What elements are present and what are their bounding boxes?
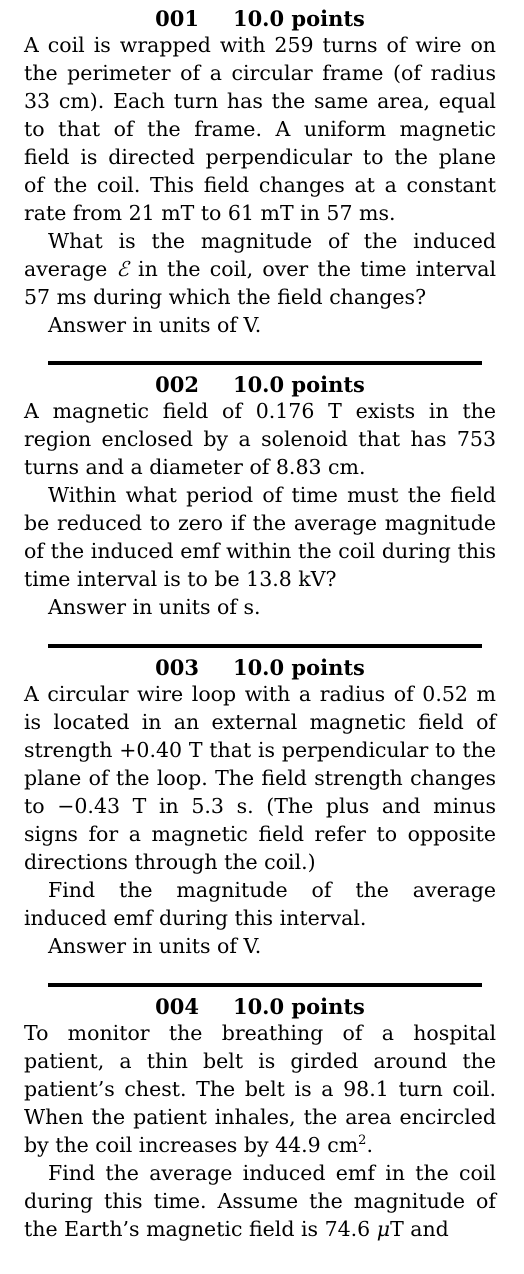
problem-question [24,227,496,311]
answer-units: Answer in units of s. [48,595,261,619]
question-text: What is the magnitude of the induced average [24,229,496,281]
problem-004 [24,994,496,1243]
problem-points: 10.0 points [232,6,365,31]
answer-units: Answer in units of V. [48,313,262,337]
statement-end: . [366,1133,373,1157]
divider-rule [48,983,482,987]
problem-statement [24,1019,496,1159]
problem-number: 004 [155,994,199,1019]
emf-symbol: ℰ [116,257,129,281]
question-text: Find the average induced emf in the coil during this time. Assume the magnitude of the Earth’s magnetic field is 74.6 [24,1161,496,1241]
answer-units: Answer in units of V. [48,934,262,958]
divider-rule [48,361,482,365]
problem-003 [24,655,496,960]
problem-header [24,372,496,397]
question-text-continued: in the coil, over the time interval 57 ms during which the field changes? [24,257,496,309]
problem-points: 10.0 points [232,655,365,680]
problem-question [24,1159,496,1243]
problem-number: 003 [155,655,199,680]
problem-points: 10.0 points [232,994,365,1019]
problem-statement: A magnetic field of 0.176 T exists in the region enclosed by a solenoid that has 753 turns and a diameter of 8.83 cm. [24,399,496,479]
question-text-continued: T and [390,1217,449,1241]
problem-header [24,655,496,680]
statement-text: To monitor the breathing of a hospital patient, a thin belt is girded around the patient’s chest. The belt is a 98.1 turn coil. When the patient inhales, the area encircled by the coil increases by 44.9 cm [24,1021,496,1157]
problem-question: Within what period of time must the field be reduced to zero if the average magnitude of the induced emf within the coil during this time interval is to be 13.8 kV? [24,483,496,591]
problem-001 [24,6,496,339]
problem-header [24,994,496,1019]
problem-statement: A circular wire loop with a radius of 0.52 m is located in an external magnetic field of strength +0.40 T that is perpendicular to the plane of the loop. The field strength changes to −0.43 T in 5.3 s. (The plus and minus signs for a magnetic field refer to opposite directions through the coil.) [24,682,496,874]
problem-question: Find the magnitude of the average induced emf during this interval. [24,878,496,930]
superscript: 2 [358,1133,367,1149]
problem-points: 10.0 points [232,372,365,397]
mu-symbol: μ [376,1217,391,1241]
problem-number: 001 [155,6,199,31]
problem-header [24,6,496,31]
divider-rule [48,644,482,648]
problem-number: 002 [155,372,199,397]
problem-statement: A coil is wrapped with 259 turns of wire on the perimeter of a circular frame (of radius 33 cm). Each turn has the same area, equal to that of the frame. A uniform magnetic field is directed perpendicular to the plane of the coil. This field changes at a constant rate from 21 mT to 61 mT in 57 ms. [24,33,496,225]
problem-002 [24,372,496,621]
